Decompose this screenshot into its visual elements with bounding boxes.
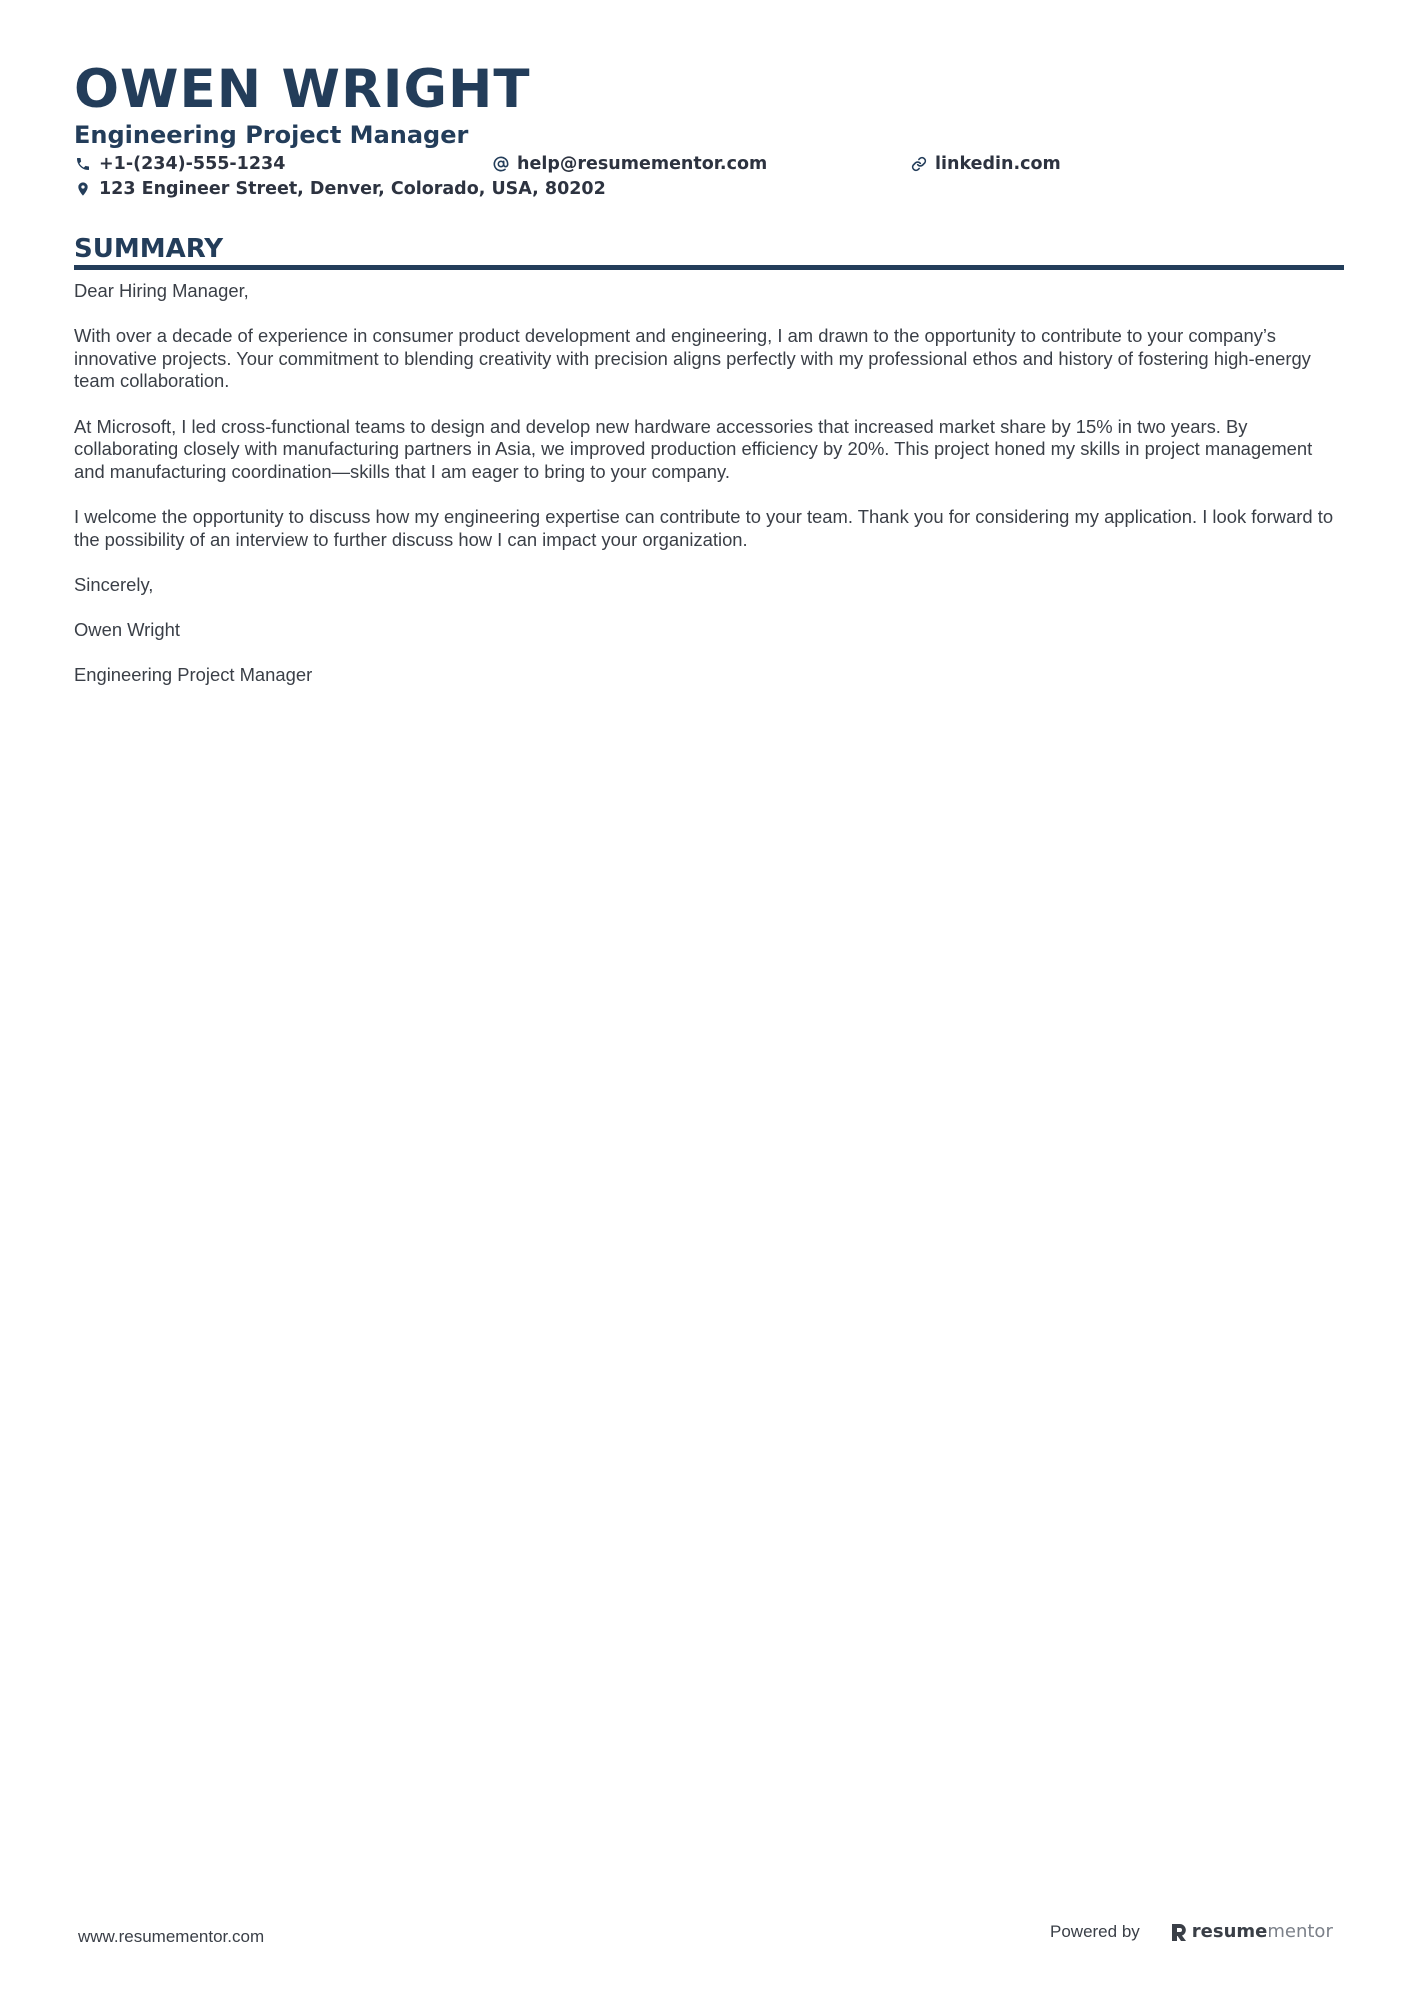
letter-closing: Sincerely, bbox=[74, 573, 154, 595]
resumementor-logo-icon bbox=[1170, 1922, 1188, 1942]
at-sign-icon bbox=[492, 155, 510, 173]
powered-by-label: Powered by bbox=[1050, 1921, 1140, 1941]
contact-linkedin bbox=[910, 153, 1061, 175]
link-icon bbox=[910, 155, 928, 173]
letter-paragraph: With over a decade of experience in consumer product development and engineering, I am drawn to the opportunity to contribute to your company’s innovative projects. Your commitment to blending creativity with precision aligns perfectly with my professional ethos and history of fostering high-energy team collaboration. bbox=[74, 325, 1311, 392]
contact-phone bbox=[74, 153, 285, 175]
letter-salutation: Dear Hiring Manager, bbox=[74, 280, 249, 301]
contact-address bbox=[74, 178, 606, 200]
address-text: 123 Engineer Street, Denver, Colorado, USA, 80202 bbox=[99, 179, 606, 199]
footer-website-link[interactable]: www.resumementor.com bbox=[78, 1927, 265, 1946]
contact-email bbox=[492, 153, 767, 175]
candidate-role: Engineering Project Manager bbox=[74, 121, 469, 149]
letter-paragraph: I welcome the opportunity to discuss how my engineering expertise can contribute to your team. Thank you for considering my application. I look forward to the possibility of an interview to further discuss how I can impact your organization. bbox=[74, 505, 1334, 550]
signature-name: Owen Wright bbox=[74, 618, 180, 640]
brand-text-resume: resume bbox=[1191, 1921, 1268, 1942]
map-pin-icon bbox=[74, 180, 92, 198]
letter-paragraph: At Microsoft, I led cross-functional teams to design and develop new hardware accessories that increased market share by 15% in two years. By collaborating closely with manufacturing partners in Asia, we improved production efficiency by 20%. This project honed my skills in project management and manufacturing coordination—skills that I am eager to bring to your company. bbox=[74, 415, 1313, 482]
phone-text: +1-(234)-555-1234 bbox=[99, 154, 286, 174]
section-divider bbox=[74, 265, 1344, 270]
letter-body bbox=[74, 280, 1344, 709]
email-link[interactable]: help@resumementor.com bbox=[517, 154, 768, 174]
phone-icon bbox=[74, 155, 92, 173]
brand-logo[interactable] bbox=[1170, 1921, 1333, 1942]
signature-title: Engineering Project Manager bbox=[74, 664, 313, 686]
linkedin-link[interactable]: linkedin.com bbox=[935, 154, 1061, 174]
candidate-name: OWEN WRIGHT bbox=[74, 59, 531, 120]
footer-powered-by bbox=[1050, 1921, 1333, 1942]
brand-text-mentor: mentor bbox=[1267, 1921, 1333, 1942]
section-title-summary: SUMMARY bbox=[74, 234, 224, 264]
